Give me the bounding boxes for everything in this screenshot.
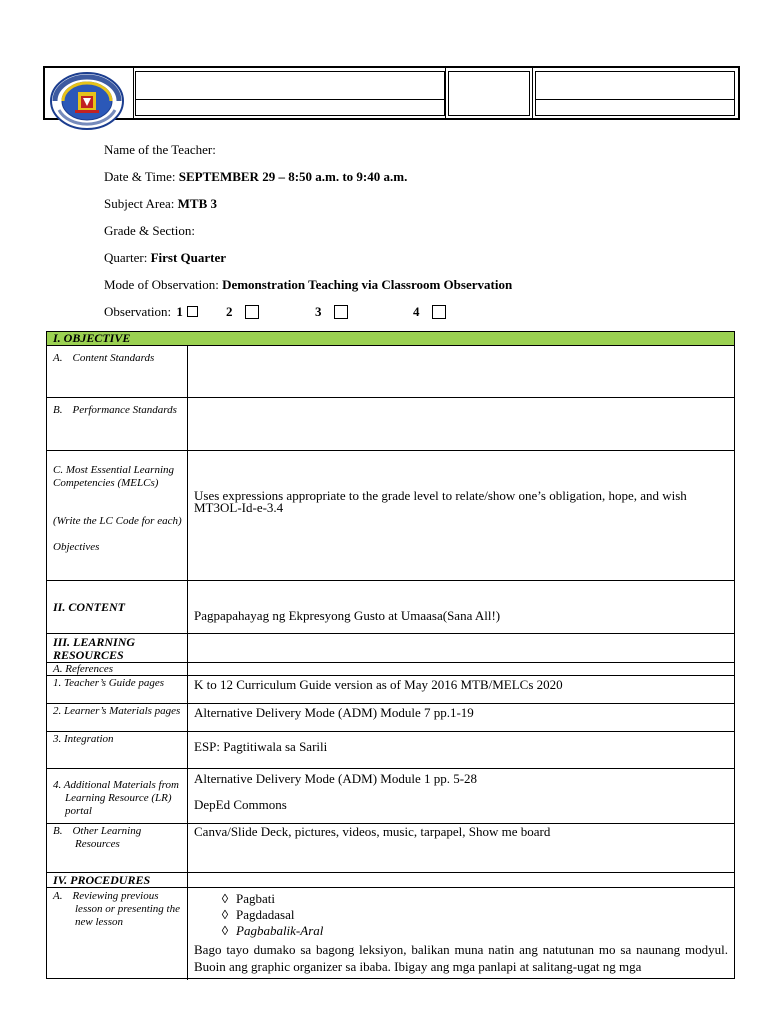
learning-resources-heading: III. LEARNING RESOURCES [47, 634, 188, 662]
content-value: Pagpapahayag ng Ekpresyong Gusto at Umaasa(Sana All!) [194, 608, 501, 623]
mode-label: Mode of Observation: [104, 277, 219, 292]
objective-heading-row [47, 332, 734, 346]
other-resources-value: Canva/Slide Deck, pictures, videos, music, tarpapel, Show me board [194, 824, 551, 839]
objective-heading: I. OBJECTIVE [53, 331, 131, 345]
teachers-guide-label: 1. Teacher’s Guide pages [47, 676, 188, 703]
observation-checkbox-4[interactable] [432, 305, 446, 319]
quarter-line [104, 250, 226, 266]
quarter-label: Quarter: [104, 250, 148, 265]
procedures-heading: IV. PROCEDURES [47, 873, 188, 887]
header-field-school [135, 71, 445, 116]
procedures-row [47, 873, 734, 888]
date-time-line [104, 169, 407, 185]
observation-checkbox-1[interactable] [187, 306, 198, 317]
subject-line [104, 196, 217, 212]
header-divider [532, 68, 533, 118]
date-time-value: SEPTEMBER 29 – 8:50 a.m. to 9:40 a.m. [178, 169, 408, 184]
learning-resources-row [47, 634, 734, 663]
content-standards-label: A. Content Standards [47, 346, 188, 397]
mode-line [104, 277, 512, 293]
content-standards-row [47, 346, 734, 398]
observation-checkbox-2[interactable] [245, 305, 259, 319]
lesson-plan-table [46, 331, 735, 979]
performance-standards-value [194, 398, 728, 450]
integration-value: ESP: Pagtitiwala sa Sarili [194, 739, 328, 754]
header-field-date [535, 71, 735, 116]
header-divider [445, 68, 446, 118]
observation-line [104, 304, 464, 320]
content-label: II. CONTENT [47, 581, 188, 633]
subject-label: Subject Area: [104, 196, 175, 211]
procedure-bullet: ◊ Pagbati [214, 891, 724, 907]
subject-value: MTB 3 [177, 196, 218, 211]
teacher-name-line [104, 142, 216, 158]
quarter-value: First Quarter [150, 250, 227, 265]
content-row [47, 581, 734, 634]
header-field-grade [448, 71, 530, 116]
references-label: A. References [47, 663, 188, 675]
header-field-line [535, 99, 735, 100]
header-divider [133, 68, 134, 118]
diamond-icon: ◊ [221, 891, 229, 906]
learners-materials-value: Alternative Delivery Mode (ADM) Module 7 pp.1-19 [194, 705, 474, 720]
diamond-icon: ◊ [221, 907, 229, 922]
melcs-label: C. Most Essential Learning Competencies (MELCs) (Write the LC Code for each) Objectives [47, 451, 188, 580]
integration-row [47, 732, 734, 769]
reviewing-row [47, 888, 734, 980]
other-resources-row [47, 824, 734, 873]
content-standards-value [194, 346, 728, 397]
melcs-value: Uses expressions appropriate to the grade level to relate/show one’s obligation, hope, and wish MT3OL-Id-e-3.4 [194, 488, 687, 515]
date-time-label: Date & Time: [104, 169, 176, 184]
reviewing-label: A. Reviewing previous lesson or presenting the new lesson [47, 888, 188, 980]
observation-option-3: 3 [315, 304, 322, 319]
header-box [43, 66, 740, 120]
observation-option-1: 1 [176, 304, 183, 319]
mode-value: Demonstration Teaching via Classroom Observation [222, 277, 513, 292]
grade-section-label: Grade & Section: [104, 223, 195, 238]
additional-materials-label: 4. Additional Materials from Learning Resource (LR) portal [47, 769, 188, 823]
performance-standards-label: B. Performance Standards [47, 398, 188, 450]
teacher-label: Name of the Teacher: [104, 142, 216, 157]
observation-option-4: 4 [413, 304, 420, 319]
observation-checkbox-3[interactable] [334, 305, 348, 319]
integration-label: 3. Integration [47, 732, 188, 768]
observation-option-2: 2 [226, 304, 233, 319]
deped-seal-logo [47, 70, 127, 130]
procedure-bullet: ◊ Pagbabalik-Aral [214, 923, 724, 939]
header-field-line [135, 99, 445, 100]
references-row [47, 663, 734, 676]
learners-materials-label: 2. Learner’s Materials pages [47, 704, 188, 731]
observation-label: Observation: [104, 304, 172, 319]
grade-section-line [104, 223, 195, 239]
review-paragraph: Bago tayo dumako sa bagong leksiyon, balikan muna natin ang natutunan mo sa naunang modyul. Buoin ang graphic organizer sa ibaba. Ibigay ang mga panlapi at salitang-ugat ng mga [194, 942, 728, 974]
learners-materials-row [47, 704, 734, 732]
teachers-guide-row [47, 676, 734, 704]
melcs-row [47, 451, 734, 581]
diamond-icon: ◊ [221, 923, 229, 938]
additional-materials-value: Alternative Delivery Mode (ADM) Module 1 pp. 5-28 DepEd Commons [194, 771, 478, 812]
reviewing-value [194, 888, 728, 980]
additional-materials-row [47, 769, 734, 824]
other-resources-label: B. Other Learning Resources [47, 824, 188, 872]
procedure-bullet: ◊ Pagdadasal [214, 907, 724, 923]
performance-standards-row [47, 398, 734, 451]
teachers-guide-value: K to 12 Curriculum Guide version as of May 2016 MTB/MELCs 2020 [194, 677, 563, 692]
